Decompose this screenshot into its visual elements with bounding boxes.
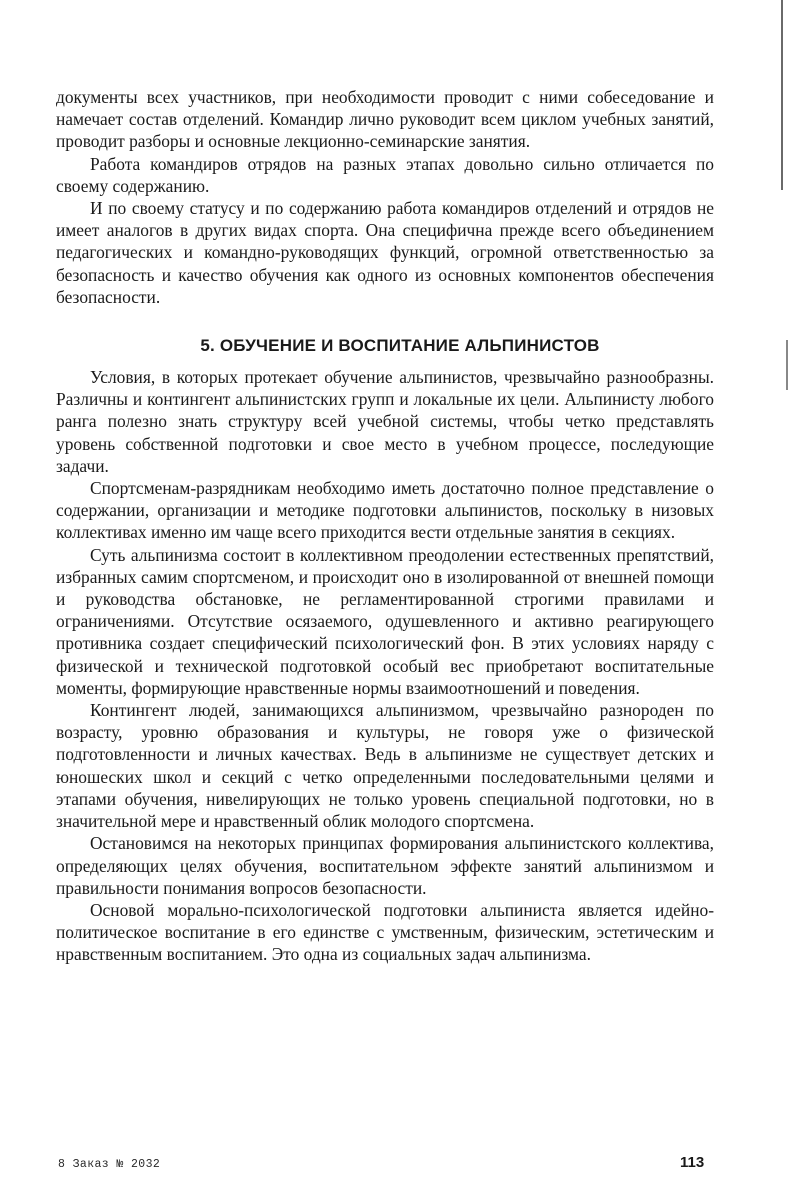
paragraph: Условия, в которых протекает обучение альпинистов, чрезвычайно разнообразны. Различны и контингент альпинистских групп и локальные их цели. Альпинисту любого ранга полезно знать структуру всей учебной системы, чтобы четко представлять уровень собственной подготовки и свое место в учебном процессе, последующие задачи.: [56, 367, 714, 476]
paragraph: Основой морально-психологической подготовки альпиниста является идейно-политическое воспитание в его единстве с умственным, физическим, эстетическим и нравственным воспитанием. Это одна из социальных задач альпинизма.: [56, 899, 714, 965]
printer-signature: 8 Заказ № 2032: [58, 1158, 161, 1171]
scan-margin-mark: [786, 340, 788, 390]
scan-edge-line: [781, 0, 783, 190]
page-body: [56, 86, 714, 966]
paragraph: Контингент людей, занимающихся альпинизмом, чрезвычайно разнороден по возрасту, уровню образования и культуры, не говоря уже о физической подготовленности и личных качествах. Ведь в альпинизме не существует детских и юношеских школ и секций с четко определенными последовательными целями и этапами обучения, нивелирующих не только уровень специальной подготовки, но в значительной мере и нравственный облик молодого спортсмена.: [56, 700, 714, 832]
paragraph: Остановимся на некоторых принципах формирования альпинистского коллектива, определяющих целях обучения, воспитательном эффекте занятий альпинизмом и правильности понимания вопросов безопасности.: [56, 833, 714, 898]
paragraph: Спортсменам-разрядникам необходимо иметь достаточно полное представление о содержании, организации и методике подготовки альпинистов, поскольку в низовых коллективах именно им чаще всего приходится вести отдельные занятия в секциях.: [56, 478, 714, 543]
section-heading: 5. ОБУЧЕНИЕ И ВОСПИТАНИЕ АЛЬПИНИСТОВ: [200, 336, 600, 356]
page-number: 113: [680, 1154, 705, 1171]
paragraph: И по своему статусу и по содержанию работа командиров отделений и отрядов не имеет аналогов в других видах спорта. Она специфична прежде всего объединением педагогических и командно-руководящих функций, огромной ответственностью за безопасность и качество обучения как одного из основных компонентов обеспечения безопасности.: [56, 198, 714, 307]
paragraph: документы всех участников, при необходимости проводит с ними собеседование и намечает состав отделений. Командир лично руководит всем циклом учебных занятий, проводит разборы и основные лекционно-семинарские занятия.: [56, 87, 714, 152]
paragraph: Работа командиров отрядов на разных этапах довольно сильно отличается по своему содержанию.: [56, 153, 714, 196]
paragraph: Суть альпинизма состоит в коллективном преодолении естественных препятствий, избранных самим спортсменом, и происходит оно в изолированной от внешней помощи и руководства обстановке, не регламентированной строгими правилами и ограничениями. Отсутствие осязаемого, одушевленного и активно реагирующего противника создает специфический психологический фон. В этих условиях наряду с физической и технической подготовкой особый вес приобретают воспитательные моменты, формирующие нравственные нормы взаимоотношений и поведения.: [56, 544, 714, 698]
